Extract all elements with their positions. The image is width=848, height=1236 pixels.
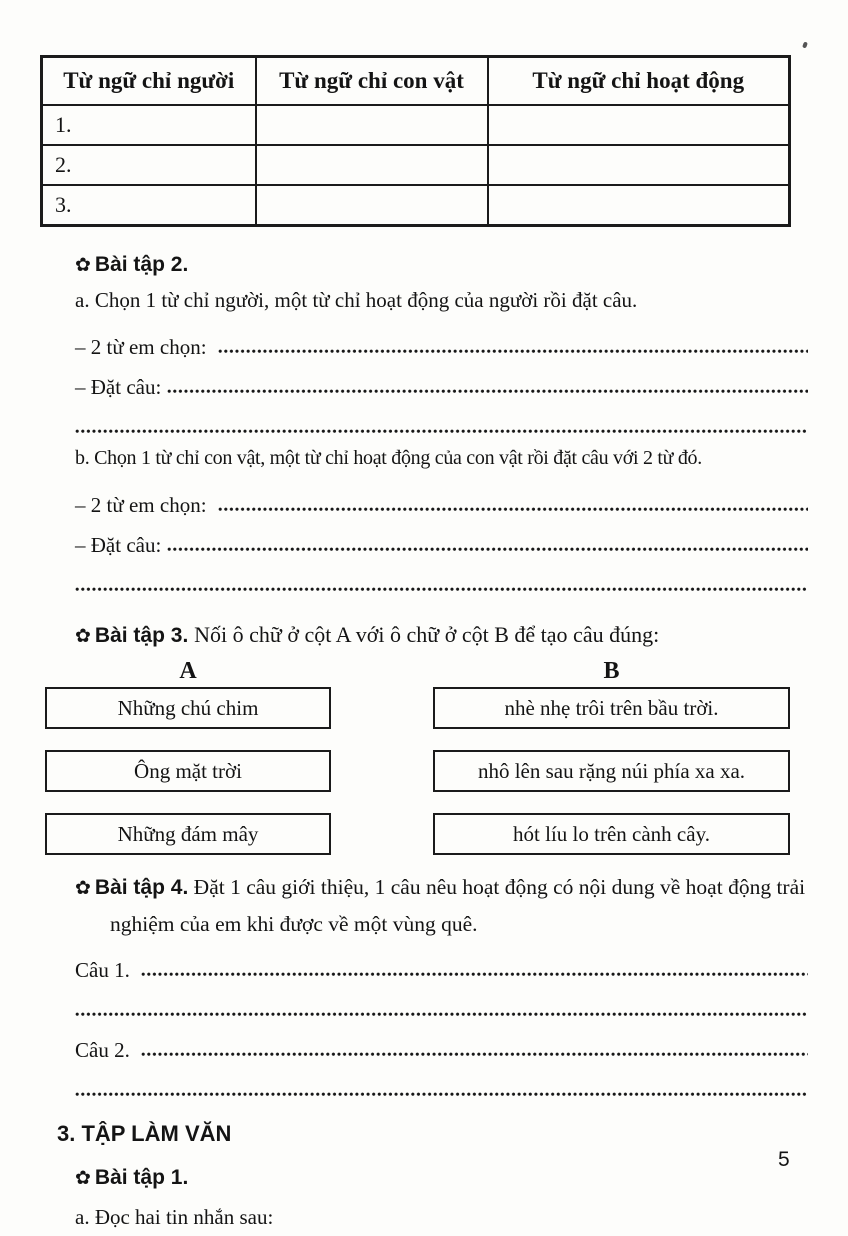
section3-heading: 3. TẬP LÀM VĂN (57, 1121, 232, 1146)
flower-icon: ✿ (75, 625, 91, 647)
answer-line-label: – 2 từ em chọn: (75, 334, 212, 359)
answer-line-label: – Đặt câu: (75, 532, 162, 557)
match-box-b3: hót líu lo trên cành cây. (433, 813, 790, 855)
table-header-hoatdong: Từ ngữ chỉ hoạt động (488, 57, 790, 106)
table-header-nguoi: Từ ngữ chỉ người (42, 57, 256, 106)
empty-answer-cell (488, 145, 790, 185)
exercise3-title: Bài tập 3. (94, 624, 189, 647)
exercise2a-intro: a. Chọn 1 từ chỉ người, một từ chỉ hoạt động của người rồi đặt câu. (75, 288, 638, 312)
dotted-fill-line (75, 429, 808, 434)
table-header-convat: Từ ngữ chỉ con vật (256, 57, 488, 106)
matching-exercise (45, 655, 808, 855)
section3-exercise1-heading (75, 1162, 808, 1194)
answer-line (75, 359, 808, 399)
match-box-b2: nhô lên sau rặng núi phía xa xa. (433, 750, 790, 792)
empty-answer-cell (256, 185, 488, 226)
section3-exercise1a-intro: a. Đọc hai tin nhắn sau: (75, 1205, 274, 1229)
dotted-fill-line (167, 547, 808, 552)
page-number: 5 (778, 1148, 790, 1171)
exercise2-title: Bài tập 2. (94, 253, 189, 276)
answer-line (75, 942, 808, 982)
dotted-fill-line (75, 1012, 808, 1017)
answer-line-blank (75, 399, 808, 439)
dotted-fill-line (218, 507, 808, 512)
answer-line-label: Câu 1. (75, 957, 136, 982)
match-box-b1: nhè nhẹ trôi trên bầu trời. (433, 687, 790, 729)
answer-line-label: – 2 từ em chọn: (75, 492, 212, 517)
row-number-cell: 1. (42, 105, 256, 145)
table-row (42, 185, 790, 226)
exercise4-heading-paragraph (40, 869, 822, 942)
empty-answer-cell (488, 105, 790, 145)
flower-icon: ✿ (75, 877, 91, 899)
answer-line (75, 477, 808, 517)
empty-answer-cell (488, 185, 790, 226)
match-box-a2: Ông mặt trời (45, 750, 331, 792)
column-b-header: B (603, 658, 620, 684)
table-header-row (42, 57, 790, 106)
exercise3-instruction: Nối ô chữ ở cột A với ô chữ ở cột B để tạo câu đúng: (194, 622, 660, 647)
row-number-cell: 3. (42, 185, 256, 226)
match-box-a3: Những đám mây (45, 813, 331, 855)
dotted-fill-line (141, 972, 808, 977)
dotted-fill-line (218, 349, 808, 354)
answer-line-label: – Đặt câu: (75, 374, 162, 399)
flower-icon: ✿ (75, 1167, 91, 1189)
dotted-fill-line (75, 587, 808, 592)
section3-exercise1-title: Bài tập 1. (94, 1166, 189, 1189)
exercise2b-intro: b. Chọn 1 từ chỉ con vật, một từ chỉ hoạt động của con vật rồi đặt câu với 2 từ đó. (75, 447, 702, 469)
column-a-header: A (179, 658, 197, 684)
row-number-cell: 2. (42, 145, 256, 185)
exercise4-instruction: Đặt 1 câu giới thiệu, 1 câu nêu hoạt động có nội dung về hoạt động trải nghiệm của em khi được về một vùng quê. (110, 875, 806, 936)
exercise2-heading (75, 249, 808, 281)
dotted-fill-line (141, 1052, 808, 1057)
match-box-a1: Những chú chim (45, 687, 331, 729)
dotted-fill-line (167, 389, 808, 394)
table-row (42, 145, 790, 185)
word-category-table (40, 55, 791, 227)
exercise3-heading (75, 619, 808, 651)
answer-line (75, 319, 808, 359)
answer-line-blank (75, 982, 808, 1022)
matching-column-a (45, 655, 331, 855)
matching-column-b (433, 655, 790, 855)
empty-answer-cell (256, 145, 488, 185)
answer-line-blank (75, 557, 808, 597)
answer-line (75, 1022, 808, 1062)
answer-line-label: Câu 2. (75, 1037, 136, 1062)
table-row (42, 105, 790, 145)
exercise4-title: Bài tập 4. (94, 876, 189, 899)
empty-answer-cell (256, 105, 488, 145)
flower-icon: ✿ (75, 254, 91, 276)
answer-line (75, 517, 808, 557)
dotted-fill-line (75, 1092, 808, 1097)
answer-line-blank (75, 1062, 808, 1102)
